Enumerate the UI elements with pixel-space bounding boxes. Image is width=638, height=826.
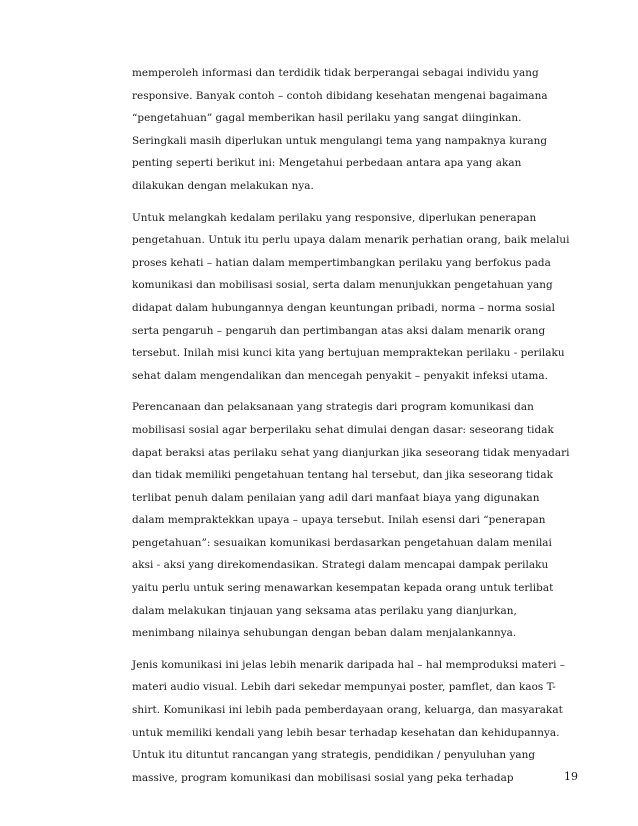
text-line: Untuk melangkah kedalam perilaku yang responsive, diperlukan penerapan [132,211,537,224]
text-line: Perencanaan dan pelaksanaan yang strategis dari program komunikasi dan [132,401,534,414]
text-line: penting seperti berikut ini: Mengetahui perbedaan antara apa yang akan [132,157,522,170]
text-line: proses kehati – hatian dalam mempertimbangkan perilaku yang berfokus pada [132,256,551,269]
paragraph-2 [132,207,582,388]
page-number: 19 [564,770,578,783]
text-line: Jenis komunikasi ini jelas lebih menarik daripada hal – hal memproduksi materi – [132,658,566,671]
text-line: menimbang nilainya sehubungan dengan beban dalam menjalankannya. [132,627,517,640]
text-line: responsive. Banyak contoh – contoh dibidang kesehatan mengenai bagaimana [132,89,548,102]
text-line: dalam mempraktekkan upaya – upaya tersebut. Inilah esensi dari “penerapan [132,514,546,527]
text-line: serta pengaruh – pengaruh dan pertimbangan atas aksi dalam menarik orang [132,324,546,337]
text-line: shirt. Komunikasi ini lebih pada pemberdayaan orang, keluarga, dan masyarakat [132,704,563,717]
text-line: memperoleh informasi dan terdidik tidak berperangai sebagai individu yang [132,67,539,79]
text-line: massive, program komunikasi dan mobilisasi sosial yang peka terhadap [132,771,514,784]
paragraph-3 [132,396,582,645]
text-line: terlibat penuh dalam penilaian yang adil dari manfaat biaya yang digunakan [132,491,540,504]
paragraph-1 [132,62,582,198]
paragraph-4 [132,654,582,790]
text-line: mobilisasi sosial agar berperilaku sehat dimulai dengan dasar: seseorang tidak [132,423,554,436]
text-line: Untuk itu dituntut rancangan yang strategis, pendidikan / penyuluhan yang [132,749,536,762]
text-line: dilakukan dengan melakukan nya. [132,179,314,192]
text-line: yaitu perlu untuk sering menawarkan kesempatan kepada orang untuk terlibat [132,582,554,595]
text-line: komunikasi dan mobilisasi sosial, serta dalam menunjukkan pengetahuan yang [132,279,553,292]
text-line: didapat dalam hubungannya dengan keuntungan pribadi, norma – norma sosial [132,301,556,314]
text-line: dan tidak memiliki pengetahuan tentang hal tersebut, dan jika seseorang tidak [132,469,553,482]
text-line: dalam melakukan tinjauan yang seksama atas perilaku yang dianjurkan, [132,604,517,617]
text-line: pengetahuan. Untuk itu perlu upaya dalam menarik perhatian orang, baik melalui [132,234,570,247]
text-line: untuk memiliki kendali yang lebih besar terhadap kesehatan dan kehidupannya. [132,726,560,739]
text-line: dapat beraksi atas perilaku sehat yang dianjurkan jika seseorang tidak menyadari [132,446,570,459]
text-line: tersebut. Inilah misi kunci kita yang bertujuan mempraktekan perilaku - perilaku [132,347,565,360]
text-line: pengetahuan”: sesuaikan komunikasi berdasarkan pengetahuan dalam menilai [132,536,552,549]
body-text [132,62,582,798]
text-line: materi audio visual. Lebih dari sekedar mempunyai poster, pamflet, dan kaos T- [132,681,556,694]
text-line: Seringkali masih diperlukan untuk mengulangi tema yang nampaknya kurang [132,134,548,147]
text-line: “pengetahuan” gagal memberikan hasil perilaku yang sangat diinginkan. [132,112,522,125]
text-line: aksi - aksi yang direkomendasikan. Strategi dalam mencapai dampak perilaku [132,559,549,572]
text-line: sehat dalam mengendalikan dan mencegah penyakit – penyakit infeksi utama. [132,369,549,382]
